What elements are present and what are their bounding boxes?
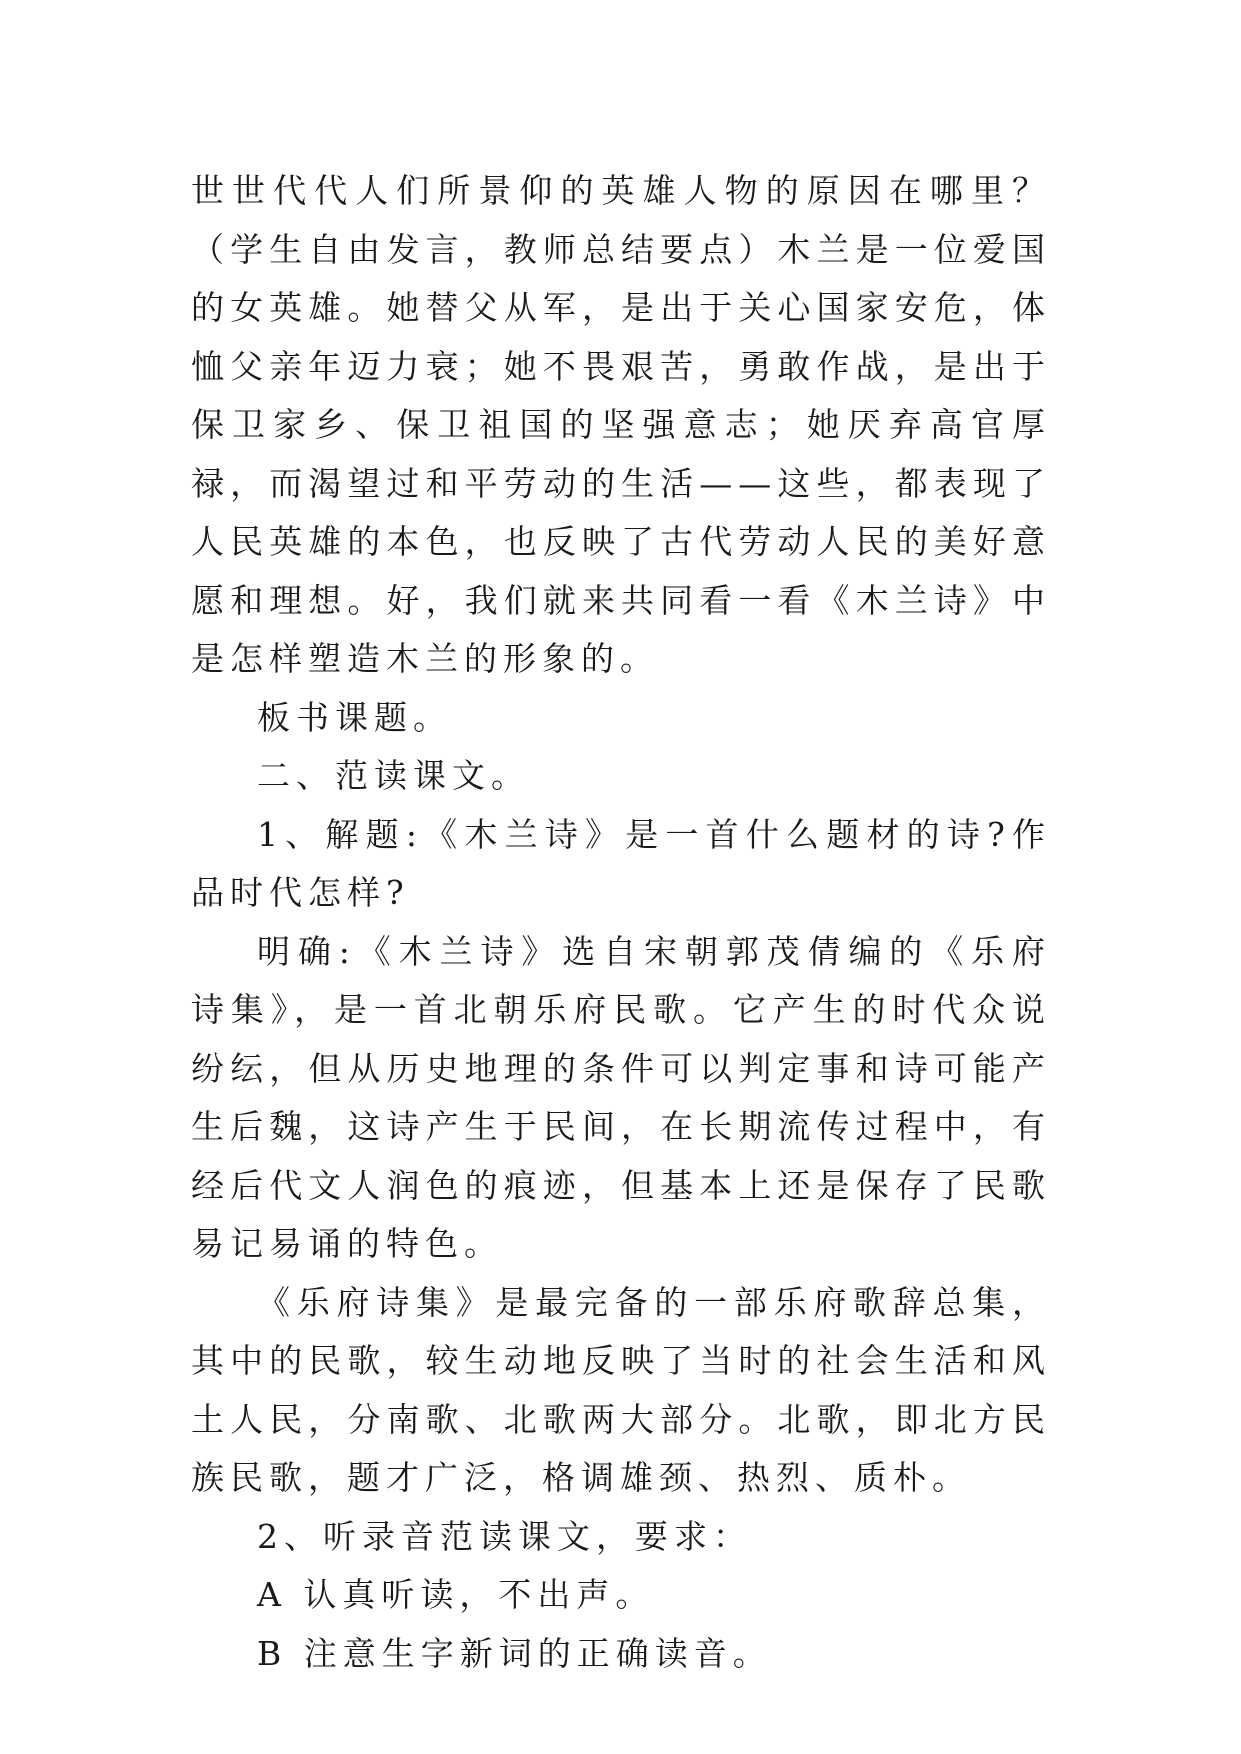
paragraph-yuefu-collection: 《乐府诗集》是最完备的一部乐府歌辞总集，其中的民歌，较生动地反映了当时的社会生活和风土人民，分南歌、北歌两大部分。北歌，即北方民族民歌，题才广泛，格调雄颈、热烈、质朴。 [191,1282,1051,1497]
document-body [191,162,1051,1683]
paragraph-clarification: 明确:《木兰诗》选自宋朝郭茂倩编的《乐府诗集》，是一首北朝乐府民歌。它产生的时代众说纷纭，但从历史地理的条件可以判定事和诗可能产生后魏，这诗产生于民间，在长期流传过程中，有经后代文人润色的痕迹，但基本上还是保存了民歌易记易诵的特色。 [191,931,1051,1263]
list-item-requirement-b: B 注意生字新词的正确读音。 [257,1633,772,1673]
paragraph-listen-requirements: 2、听录音范读课文，要求： [257,1516,752,1556]
paragraph-board-title: 板书课题。 [257,697,452,737]
paragraph-title-explanation: 1、解题:《木兰诗》是一首什么题材的诗?作品时代怎样? [191,814,1051,912]
section-heading-model-reading: 二、范读课文。 [257,756,530,795]
list-item-requirement-a: A 认真听读，不出声。 [257,1575,655,1614]
paragraph-hero-reason: 世世代代人们所景仰的英雄人物的原因在哪里？（学生自由发言，教师总结要点）木兰是一位爱国的女英雄。她替父从军，是出于关心国家安危，体恤父亲年迈力衰；她不畏艰苦，勇敢作战，是出于保卫家乡、保卫祖国的坚强意志；她厌弃高官厚禄，而渴望过和平劳动的生活——这些，都表现了人民英雄的本色，也反映了古代劳动人民的美好意愿和理想。好，我们就来共同看一看《木兰诗》中是怎样塑造木兰的形象的。 [191,171,1051,678]
